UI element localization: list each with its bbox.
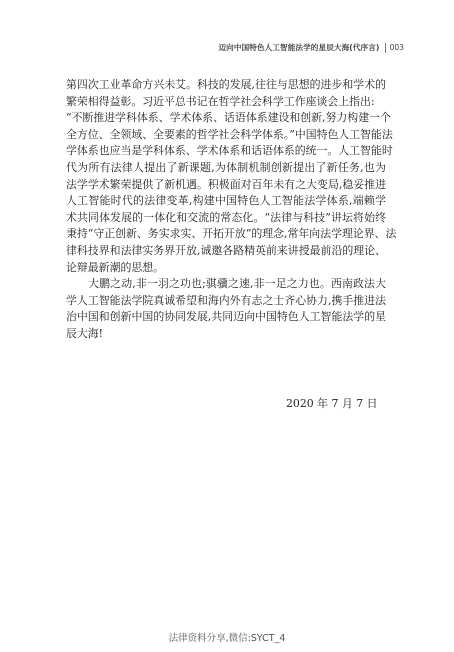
page-number: 003 [389, 43, 404, 52]
header-divider [385, 43, 386, 53]
text-line: 全方位、全领域、全要素的哲学社会科学体系。”中国特色人工智能法 [66, 127, 393, 141]
text-line: 代为所有法律人提出了新课题,为体制机制创新提出了新任务,也为 [66, 160, 386, 174]
text-line: “不断推进学科体系、学术体系、话语体系建设和创新,努力构建一个 [66, 111, 391, 125]
signature-date: 2020 年 7 月 7 日 [286, 397, 378, 410]
text-line: 繁荣相得益彰。习近平总书记在哲学社会科学工作座谈会上指出: [66, 94, 375, 108]
text-line: 学体系也应当是学科体系、学术体系和话语体系的统一。人工智能时 [66, 144, 393, 158]
running-header-title: 迈向中国特色人工智能法学的星辰大海(代序言) [218, 43, 380, 52]
body-text [66, 77, 397, 343]
text-line: 人工智能时代的法律变革,构建中国特色人工智能法学体系,端赖学 [66, 194, 386, 208]
text-line: 第四次工业革命方兴未艾。科技的发展,往往与思想的进步和学术的 [66, 78, 386, 91]
text-line: 学人工智能法学院真诚希望和海内外有志之士齐心协力,携手推进法 [66, 293, 386, 307]
running-header [218, 42, 404, 53]
text-line: 辰大海! [66, 326, 104, 340]
text-line: 律科技界和法律实务界开放,诚邀各路精英前来讲授最前沿的理论、 [66, 243, 386, 257]
text-line: 术共同体发展的一体化和交流的常态化。“法律与科技”讲坛将始终 [66, 210, 386, 224]
text-line: 法学学术繁荣提供了新机遇。积极面对百年未有之大变局,稳妥推进 [66, 177, 386, 191]
text-line: 论辩最新潮的思想。 [66, 260, 165, 274]
text-line: 大鹏之动,非一羽之功也;骐骥之速,非一足之力也。西南政法大 [66, 277, 386, 291]
text-line: 治中国和创新中国的协同发展,共同迈向中国特色人工智能法学的星 [66, 310, 386, 324]
footer-watermark: 法律资料分享,微信:SYCT_4 [168, 633, 286, 644]
text-line: 秉持“守正创新、务实求实、开拓开放”的理念,常年向法学理论界、法 [66, 227, 397, 241]
